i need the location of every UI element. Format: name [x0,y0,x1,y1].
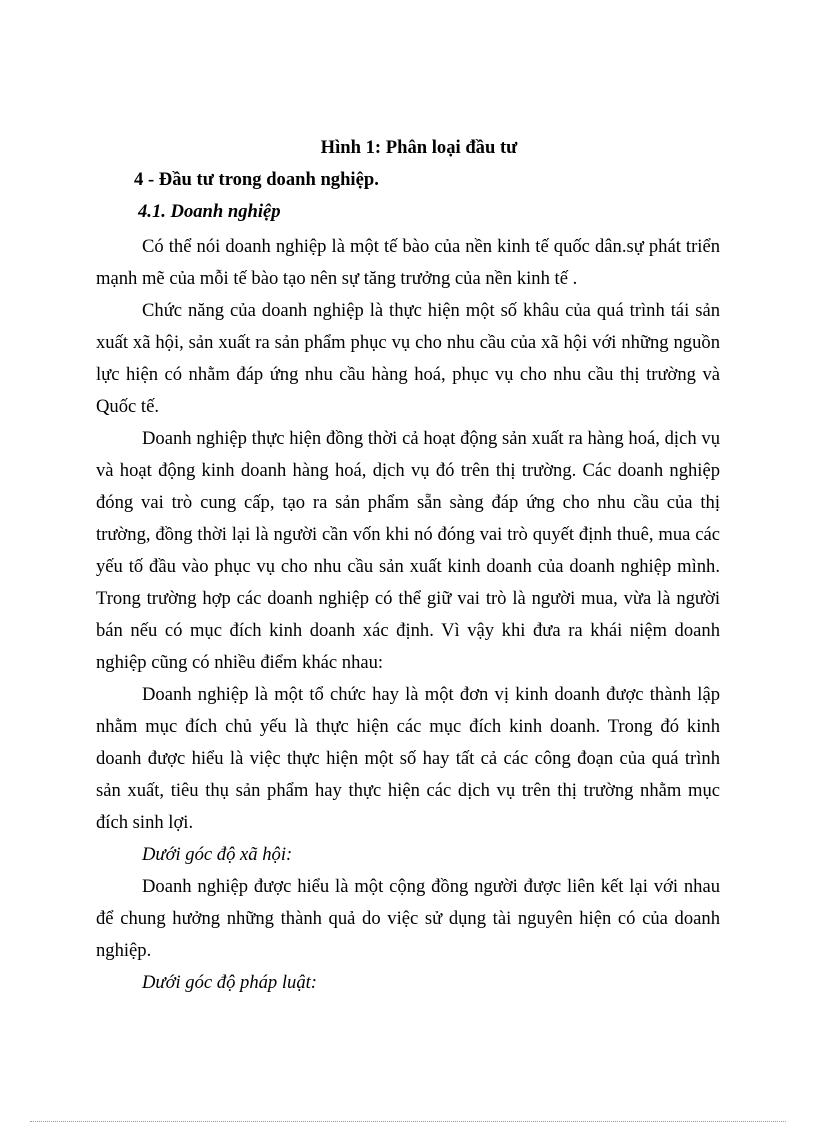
paragraph-definition: Doanh nghiệp là một tổ chức hay là một đơn vị kinh doanh được thành lập nhằm mục đích chủ yếu là thực hiện các mục đích kinh doanh. Trong đó kinh doanh được hiểu là việc thực hiện một số hay tất cả các công đoạn của quá trình sản xuất, tiêu thụ sản phẩm hay thực hiện các dịch vụ trên thị trường nhằm mục đích sinh lợi. [96,684,720,833]
social-view-label: Dưới góc độ xã hội: [142,844,293,865]
page-bottom-border [30,1121,786,1122]
section-heading: 4 - Đầu tư trong doanh nghiệp. [134,169,379,190]
legal-view-label: Dưới góc độ pháp luật: [142,972,317,993]
paragraph-social-view: Doanh nghiệp được hiểu là một cộng đồng người được liên kết lại với nhau để chung hưởng những thành quả do việc sử dụng tài nguyên hiện có của doanh nghiệp. [96,876,720,961]
figure-caption: Hình 1: Phân loại đầu tư [320,137,518,158]
paragraph-activities: Doanh nghiệp thực hiện đồng thời cả hoạt động sản xuất ra hàng hoá, dịch vụ và hoạt động kinh doanh hàng hoá, dịch vụ đó trên thị trường. Các doanh nghiệp đóng vai trò cung cấp, tạo ra sản phẩm sẵn sàng đáp ứng cho nhu cầu của thị trường, đồng thời lại là người cần vốn khi nó đóng vai trò quyết định thuê, mua các yếu tố đầu vào phục vụ cho nhu cầu sản xuất kinh doanh của doanh nghiệp mình. Trong trường hợp các doanh nghiệp có thể giữ vai trò là người mua, vừa là người bán nếu có mục đích kinh doanh xác định. Vì vậy khi đưa ra khái niệm doanh nghiệp cũng có nhiều điểm khác nhau: [96,428,720,673]
document-body [96,132,720,999]
subsection-heading: 4.1. Doanh nghiệp [138,201,281,222]
paragraph-intro: Có thể nói doanh nghiệp là một tế bào của nền kinh tế quốc dân.sự phát triển mạnh mẽ của mỗi tế bào tạo nên sự tăng trưởng của nền kinh tế . [96,236,720,289]
paragraph-function: Chức năng của doanh nghiệp là thực hiện một số khâu của quá trình tái sản xuất xã hội, sản xuất ra sản phẩm phục vụ cho nhu cầu của xã hội với những nguồn lực hiện có nhằm đáp ứng nhu cầu hàng hoá, phục vụ cho nhu cầu thị trường và Quốc tế. [96,300,720,417]
